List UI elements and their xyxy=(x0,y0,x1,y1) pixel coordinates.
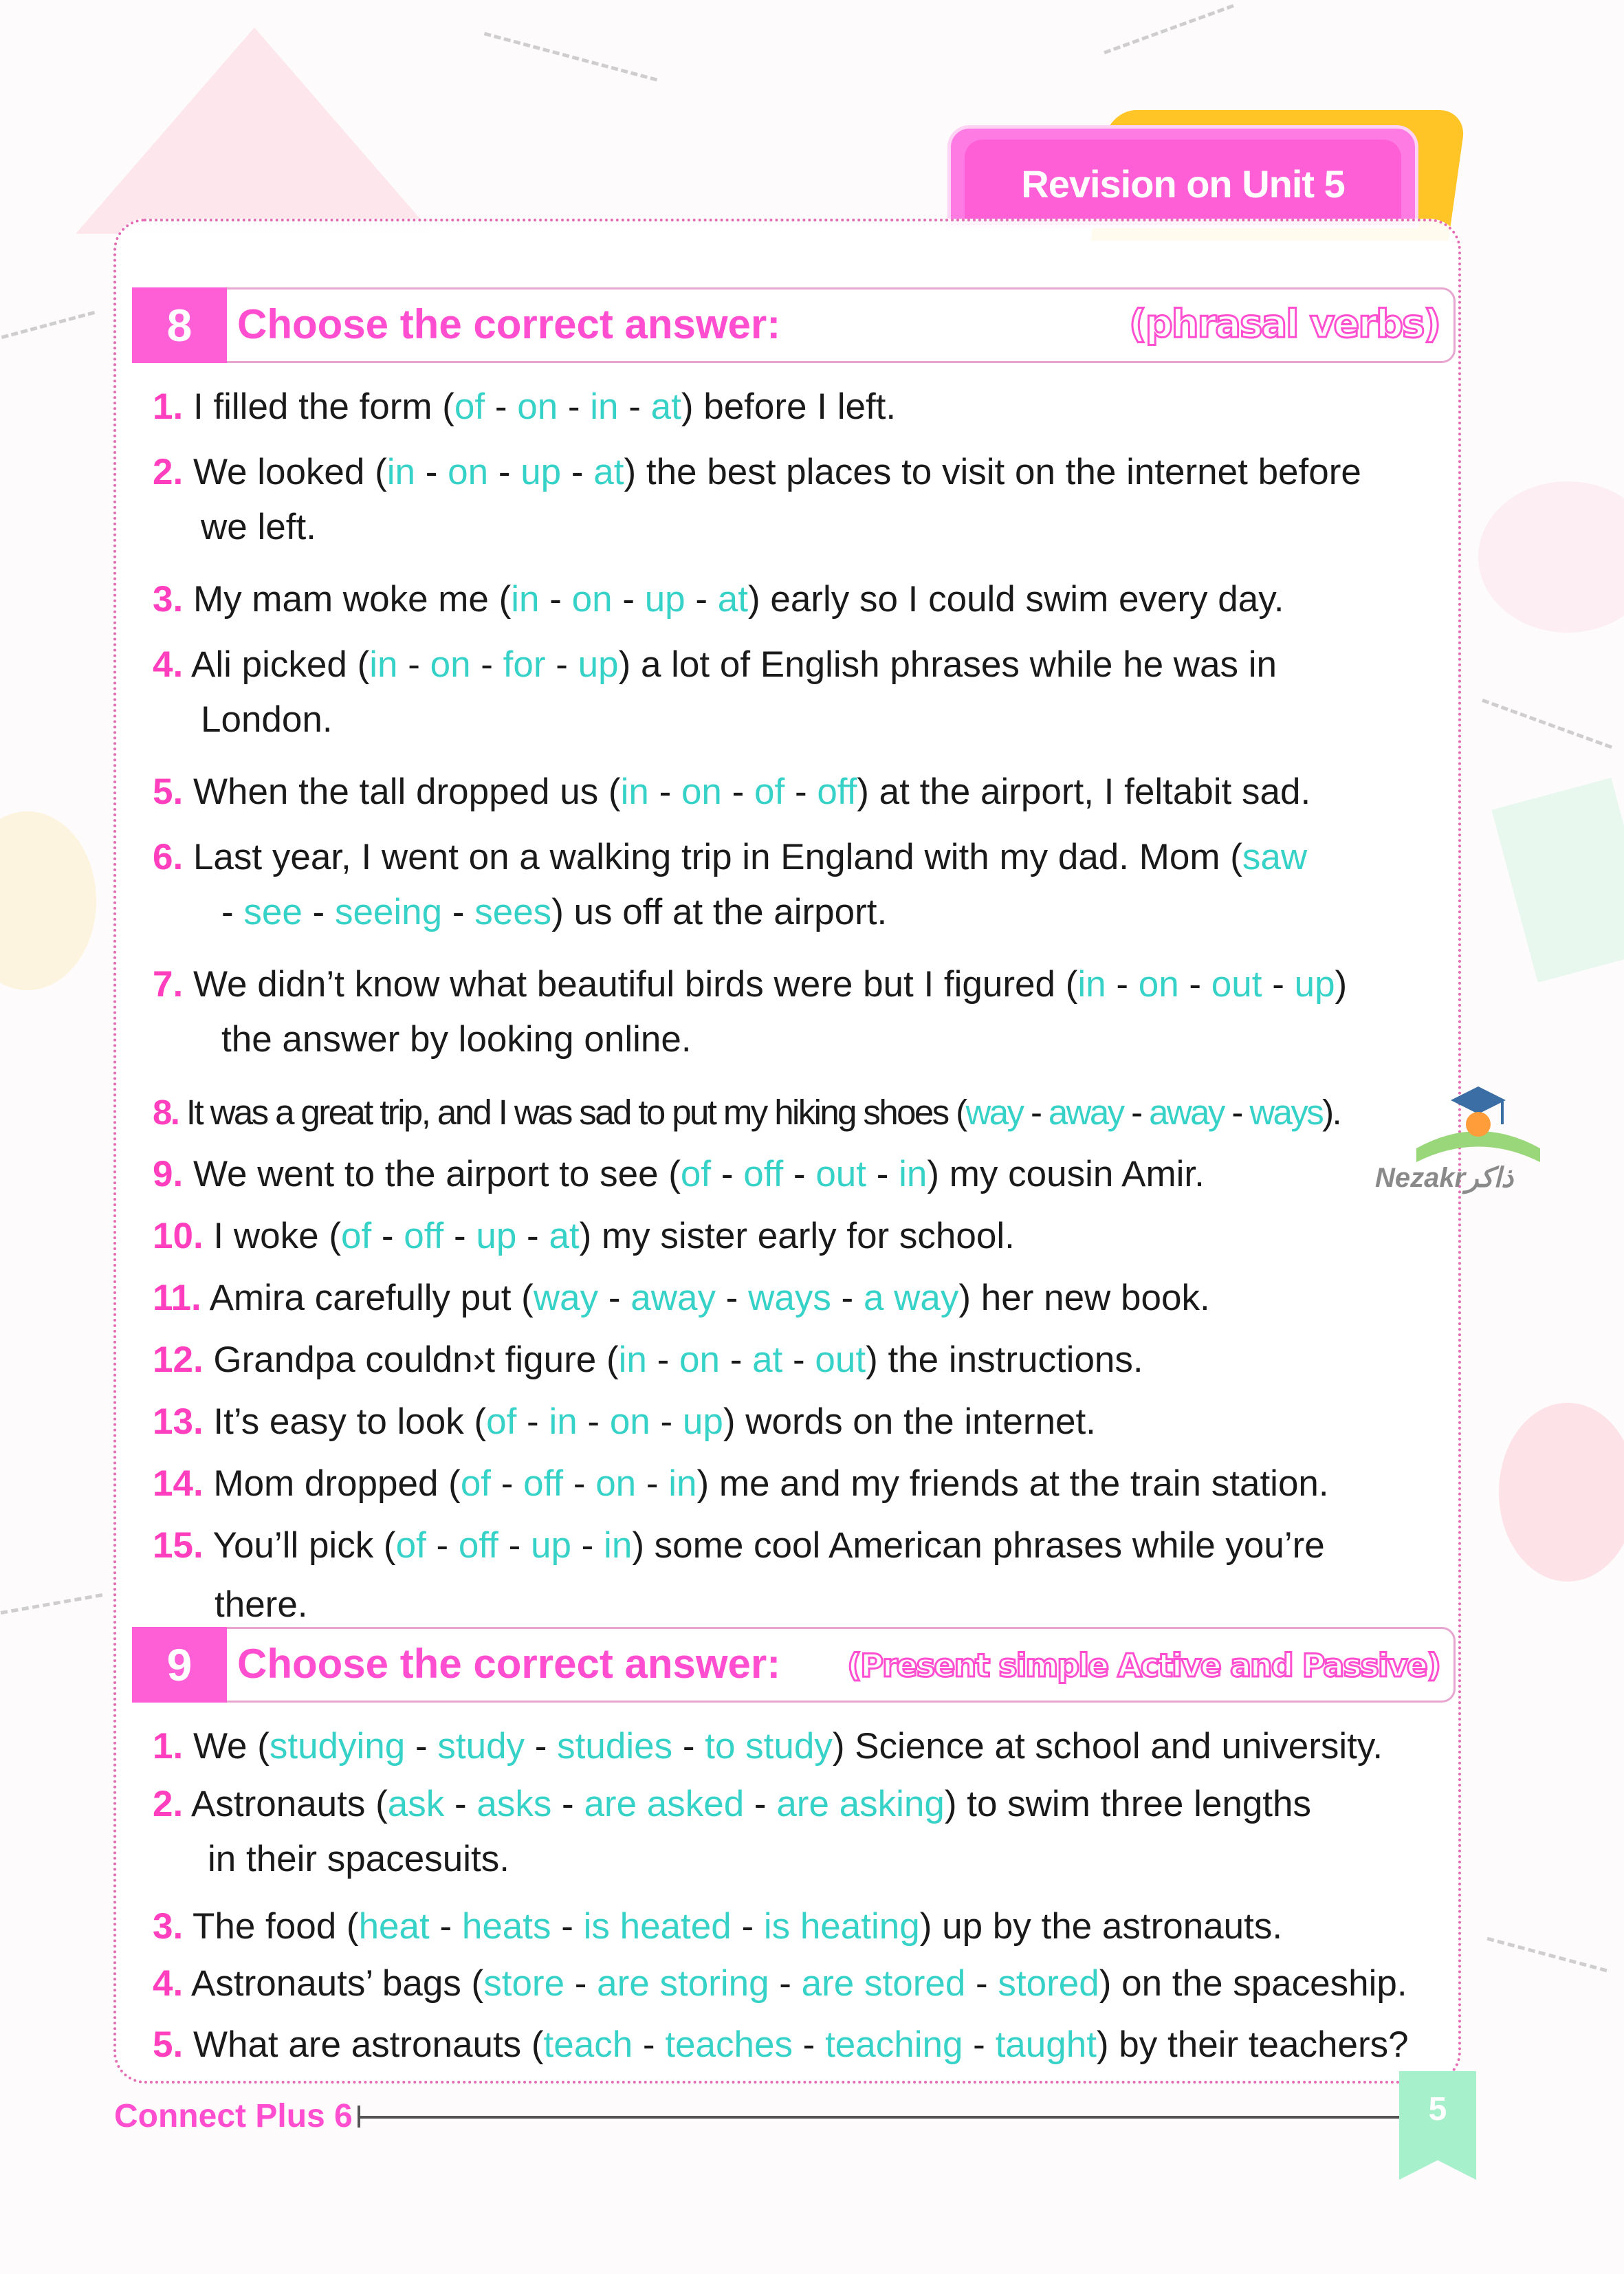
section-title: Choose the correct answer: xyxy=(237,1641,781,1687)
question-text: ) her new book. xyxy=(958,1278,1210,1318)
answer-option: taught xyxy=(995,2024,1097,2065)
answer-option: out xyxy=(815,1340,866,1380)
section-topic: (phrasal verbs) xyxy=(1129,302,1440,347)
answer-option: in xyxy=(668,1463,697,1504)
option-separator: - xyxy=(1022,1093,1049,1132)
answer-option: sees xyxy=(474,892,552,932)
answer-option: seeing xyxy=(334,892,443,932)
answer-option: in xyxy=(386,452,416,492)
answer-option: stored xyxy=(998,1963,1099,2004)
answer-option: teaches xyxy=(665,2024,793,2065)
option-separator: - xyxy=(672,1726,705,1767)
question-text: It’s easy to look ( xyxy=(213,1401,487,1442)
option-separator: - xyxy=(485,386,518,427)
answer-option: is heated xyxy=(583,1906,732,1947)
question-text: ) on the spaceship. xyxy=(1099,1963,1407,2004)
option-separator: - xyxy=(782,1340,815,1380)
question-item xyxy=(153,1393,1462,1451)
option-separator: - xyxy=(470,644,503,685)
answer-option: on xyxy=(430,644,471,685)
answer-option: off xyxy=(743,1154,784,1194)
answer-option: of xyxy=(340,1216,372,1256)
section-number: 8 xyxy=(132,287,227,363)
question-text: Astronauts’ bags ( xyxy=(191,1963,484,2004)
option-separator: - xyxy=(612,579,645,620)
answer-option: off xyxy=(458,1525,498,1566)
background-dash xyxy=(1,1593,103,1615)
option-separator: - xyxy=(577,1401,610,1442)
option-separator: - xyxy=(444,1784,477,1824)
question-text: What are astronauts ( xyxy=(193,2024,544,2065)
answer-option: of xyxy=(454,386,485,427)
question-text: ) words on the internet. xyxy=(723,1401,1096,1442)
answer-option: are asked xyxy=(584,1784,745,1824)
question-text: ) my cousin Amir. xyxy=(927,1154,1205,1194)
answer-option: see xyxy=(243,892,303,932)
question-text: Grandpa couldn›t figure ( xyxy=(213,1340,619,1380)
question-number: 11. xyxy=(153,1278,201,1318)
option-separator: - xyxy=(784,772,818,812)
option-separator: - xyxy=(618,386,651,427)
option-separator: - xyxy=(405,1726,438,1767)
question-text: ) Science at school and university. xyxy=(832,1726,1383,1767)
answer-option: on xyxy=(517,386,558,427)
answer-option: in xyxy=(369,644,398,685)
question-text: We ( xyxy=(193,1726,270,1767)
answer-option: off xyxy=(817,772,857,812)
background-bulb-decoration xyxy=(0,811,96,990)
question-number: 8. xyxy=(153,1093,179,1132)
question-text: there. xyxy=(215,1584,308,1625)
question-text: When the tall dropped us ( xyxy=(193,772,621,812)
answer-option: away xyxy=(1048,1093,1123,1132)
question-number: 1. xyxy=(153,386,184,427)
page-number: 5 xyxy=(1428,2091,1447,2128)
question-item xyxy=(153,1455,1462,1513)
option-separator: - xyxy=(429,1906,462,1947)
background-rectangle-decoration xyxy=(1491,778,1624,983)
answer-option: at xyxy=(549,1216,580,1256)
question-item xyxy=(153,636,1462,694)
question-text: It was a great trip, and I was sad to put my hiking shoes ( xyxy=(186,1093,966,1132)
question-text: ) some cool American phrases while you’re xyxy=(632,1525,1325,1566)
question-text: Amira carefully put ( xyxy=(209,1278,534,1318)
answer-option: in xyxy=(1077,964,1106,1005)
answer-option: on xyxy=(679,1340,720,1380)
answer-option: of xyxy=(395,1525,426,1566)
option-separator: - xyxy=(498,1525,531,1566)
answer-option: on xyxy=(681,772,722,812)
answer-option: on xyxy=(609,1401,650,1442)
question-number: 14. xyxy=(153,1463,204,1504)
question-item xyxy=(153,1269,1462,1327)
option-separator: - xyxy=(443,1216,476,1256)
question-text: My mam woke me ( xyxy=(193,579,512,620)
question-number: 5. xyxy=(153,772,184,812)
question-text: We looked ( xyxy=(193,452,387,492)
answer-option: away xyxy=(1149,1093,1224,1132)
question-number: 12. xyxy=(153,1340,204,1380)
question-item xyxy=(153,1207,1462,1265)
question-item xyxy=(153,1718,1462,1775)
option-separator: - xyxy=(731,1906,764,1947)
answer-option: way xyxy=(965,1093,1023,1132)
option-separator: - xyxy=(371,1216,404,1256)
watermark-text: Nezakrذاكر xyxy=(1375,1163,1514,1193)
question-text: We went to the airport to see ( xyxy=(193,1154,681,1194)
answer-option: are storing xyxy=(597,1963,769,2004)
option-separator: - xyxy=(397,644,430,685)
answer-option: at xyxy=(717,579,748,620)
question-continuation xyxy=(208,1830,1517,1888)
question-number: 2. xyxy=(153,1784,184,1824)
option-separator: - xyxy=(516,1401,549,1442)
question-text: ) the best places to visit on the internet before xyxy=(624,452,1361,492)
question-item xyxy=(153,378,1462,436)
question-number: 7. xyxy=(153,964,184,1005)
question-text: Ali picked ( xyxy=(191,644,370,685)
answer-option: off xyxy=(404,1216,444,1256)
background-dash xyxy=(484,32,657,81)
option-separator: - xyxy=(866,1154,899,1194)
option-separator: - xyxy=(545,644,578,685)
question-item xyxy=(153,1955,1462,2013)
option-separator: - xyxy=(1106,964,1139,1005)
answer-option: teach xyxy=(543,2024,633,2065)
section-9-header xyxy=(132,1627,1456,1703)
background-dash xyxy=(1486,1937,1607,1972)
option-separator: - xyxy=(488,452,521,492)
answer-option: in xyxy=(511,579,540,620)
option-separator: - xyxy=(633,2024,666,2065)
answer-option: are stored xyxy=(801,1963,966,2004)
option-separator: - xyxy=(426,1525,459,1566)
background-apple-decoration xyxy=(1499,1403,1624,1582)
answer-option: out xyxy=(815,1154,866,1194)
answer-option: of xyxy=(680,1154,712,1194)
answer-option: at xyxy=(752,1340,783,1380)
option-separator: - xyxy=(715,1278,749,1318)
option-separator: - xyxy=(491,1463,524,1504)
answer-option: to study xyxy=(705,1726,833,1767)
option-separator: - xyxy=(525,1726,558,1767)
option-separator: - xyxy=(831,1278,864,1318)
question-text: We didn’t know what beautiful birds were but I figured ( xyxy=(193,964,1078,1005)
question-item xyxy=(153,763,1462,821)
answer-option: up xyxy=(644,579,685,620)
answer-option: of xyxy=(754,772,785,812)
answer-option: on xyxy=(595,1463,637,1504)
answer-option: teaching xyxy=(825,2024,963,2065)
question-item xyxy=(153,1084,1462,1141)
option-separator: - xyxy=(442,892,475,932)
answer-option: up xyxy=(578,644,619,685)
section-topic: (Present simple Active and Passive) xyxy=(847,1647,1440,1684)
option-separator: - xyxy=(646,1340,680,1380)
question-text: Mom dropped ( xyxy=(213,1463,461,1504)
option-separator: - xyxy=(792,2024,826,2065)
question-item xyxy=(153,444,1462,501)
question-text: ) my sister early for school. xyxy=(579,1216,1015,1256)
option-separator: - xyxy=(564,1963,597,2004)
question-item xyxy=(153,1898,1462,1956)
question-number: 9. xyxy=(153,1154,184,1194)
section-title: Choose the correct answer: xyxy=(237,301,781,347)
question-text: ) a lot of English phrases while he was in xyxy=(618,644,1277,685)
option-separator: - xyxy=(1262,964,1295,1005)
option-separator: - xyxy=(721,772,755,812)
question-item xyxy=(153,1517,1462,1575)
answer-option: study xyxy=(437,1726,525,1767)
answer-option: away xyxy=(630,1278,716,1318)
answer-option: ask xyxy=(387,1784,445,1824)
option-separator: - xyxy=(744,1784,777,1824)
answer-option: studying xyxy=(269,1726,406,1767)
option-separator: - xyxy=(415,452,448,492)
question-text: we left. xyxy=(201,507,316,547)
answer-option: in xyxy=(618,1340,647,1380)
answer-option: heat xyxy=(358,1906,430,1947)
question-item xyxy=(153,1331,1462,1389)
question-text: ) the instructions. xyxy=(866,1340,1143,1380)
option-separator: - xyxy=(571,1525,604,1566)
answer-option: up xyxy=(682,1401,723,1442)
question-number: 3. xyxy=(153,1906,184,1947)
question-number: 4. xyxy=(153,644,184,685)
question-text: Last year, I went on a walking trip in England with my dad. Mom ( xyxy=(193,837,1242,877)
answer-option: up xyxy=(530,1525,571,1566)
answer-option: heats xyxy=(461,1906,551,1947)
answer-option: up xyxy=(520,452,562,492)
option-separator: - xyxy=(783,1154,816,1194)
option-separator: - xyxy=(551,1906,584,1947)
question-text: I woke ( xyxy=(213,1216,341,1256)
question-item xyxy=(153,829,1462,886)
question-text: London. xyxy=(201,699,333,740)
answer-option: up xyxy=(1294,964,1335,1005)
question-continuation xyxy=(221,884,1531,941)
question-item xyxy=(153,1146,1462,1203)
answer-option: in xyxy=(590,386,619,427)
option-separator: - xyxy=(551,1784,584,1824)
question-number: 4. xyxy=(153,1963,184,2004)
question-text: ). xyxy=(1322,1093,1341,1132)
question-number: 10. xyxy=(153,1216,204,1256)
question-text: the answer by looking online. xyxy=(221,1019,692,1060)
answer-option: for xyxy=(503,644,546,685)
option-separator: - xyxy=(650,1401,683,1442)
question-number: 1. xyxy=(153,1726,184,1767)
answer-option: a way xyxy=(863,1278,959,1318)
question-number: 2. xyxy=(153,452,184,492)
option-separator: - xyxy=(539,579,572,620)
answer-option: at xyxy=(650,386,681,427)
question-text: Astronauts ( xyxy=(191,1784,388,1824)
answer-option: in xyxy=(549,1401,578,1442)
question-continuation xyxy=(201,691,1511,749)
question-text: ) early so I could swim every day. xyxy=(747,579,1284,620)
question-text: ) by their teachers? xyxy=(1096,2024,1409,2065)
question-item xyxy=(153,571,1462,628)
question-continuation xyxy=(201,499,1511,556)
question-text: in their spacesuits. xyxy=(208,1839,509,1879)
question-continuation xyxy=(215,1576,1524,1634)
question-continuation xyxy=(221,1011,1531,1069)
answer-option: at xyxy=(593,452,624,492)
answer-option: ways xyxy=(1249,1093,1323,1132)
option-separator: - xyxy=(221,892,244,932)
answer-option: in xyxy=(604,1525,633,1566)
background-triangle-decoration xyxy=(76,28,433,234)
answer-option: studies xyxy=(557,1726,673,1767)
answer-option: off xyxy=(523,1463,564,1504)
question-text: You’ll pick ( xyxy=(212,1525,396,1566)
question-text: ) at the airport, I feltabit sad. xyxy=(857,772,1311,812)
option-separator: - xyxy=(769,1963,802,2004)
option-separator: - xyxy=(1123,1093,1150,1132)
question-number: 6. xyxy=(153,837,184,877)
option-separator: - xyxy=(719,1340,753,1380)
question-item xyxy=(153,2016,1462,2074)
question-item xyxy=(153,1775,1462,1833)
background-dash xyxy=(1,311,96,339)
option-separator: - xyxy=(636,1463,669,1504)
question-text: The food ( xyxy=(192,1906,359,1947)
footer-line xyxy=(358,2116,1403,2119)
option-separator: - xyxy=(563,1463,596,1504)
question-text: ) to swim three lengths xyxy=(944,1784,1312,1824)
option-separator: - xyxy=(302,892,335,932)
question-number: 3. xyxy=(153,579,184,620)
option-separator: - xyxy=(965,1963,998,2004)
question-text: ) me and my friends at the train station. xyxy=(696,1463,1329,1504)
answer-option: on xyxy=(448,452,489,492)
option-separator: - xyxy=(963,2024,996,2065)
answer-option: is heating xyxy=(763,1906,920,1947)
option-separator: - xyxy=(685,579,718,620)
answer-option: store xyxy=(483,1963,565,2004)
option-separator: - xyxy=(561,452,594,492)
question-text: ) up by the astronauts. xyxy=(919,1906,1283,1947)
answer-option: ways xyxy=(748,1278,831,1318)
option-separator: - xyxy=(648,772,681,812)
option-separator: - xyxy=(1223,1093,1250,1132)
option-separator: - xyxy=(711,1154,744,1194)
question-number: 15. xyxy=(153,1525,204,1566)
header-title: Revision on Unit 5 xyxy=(1021,162,1345,206)
question-text: I filled the form ( xyxy=(193,386,454,427)
option-separator: - xyxy=(1178,964,1211,1005)
question-text: ) before I left. xyxy=(681,386,897,427)
question-text: ) xyxy=(1335,964,1348,1005)
answer-option: are asking xyxy=(776,1784,945,1824)
option-separator: - xyxy=(516,1216,549,1256)
answer-option: on xyxy=(1138,964,1179,1005)
answer-option: out xyxy=(1211,964,1262,1005)
section-8-header xyxy=(132,287,1456,363)
answer-option: in xyxy=(620,772,649,812)
answer-option: way xyxy=(533,1278,599,1318)
question-number: 5. xyxy=(153,2024,184,2065)
answer-option: of xyxy=(460,1463,492,1504)
answer-option: of xyxy=(486,1401,517,1442)
option-separator: - xyxy=(598,1278,631,1318)
answer-option: in xyxy=(899,1154,928,1194)
question-number: 13. xyxy=(153,1401,204,1442)
answer-option: asks xyxy=(476,1784,552,1824)
answer-option: up xyxy=(476,1216,517,1256)
footer-book-title: Connect Plus 6 xyxy=(114,2098,353,2134)
option-separator: - xyxy=(558,386,591,427)
header-tab xyxy=(947,125,1418,228)
answer-option: saw xyxy=(1242,837,1308,877)
question-text: ) us off at the airport. xyxy=(551,892,888,932)
background-dash xyxy=(1104,4,1234,54)
answer-option: on xyxy=(571,579,613,620)
question-item xyxy=(153,956,1462,1014)
section-number: 9 xyxy=(132,1627,227,1703)
